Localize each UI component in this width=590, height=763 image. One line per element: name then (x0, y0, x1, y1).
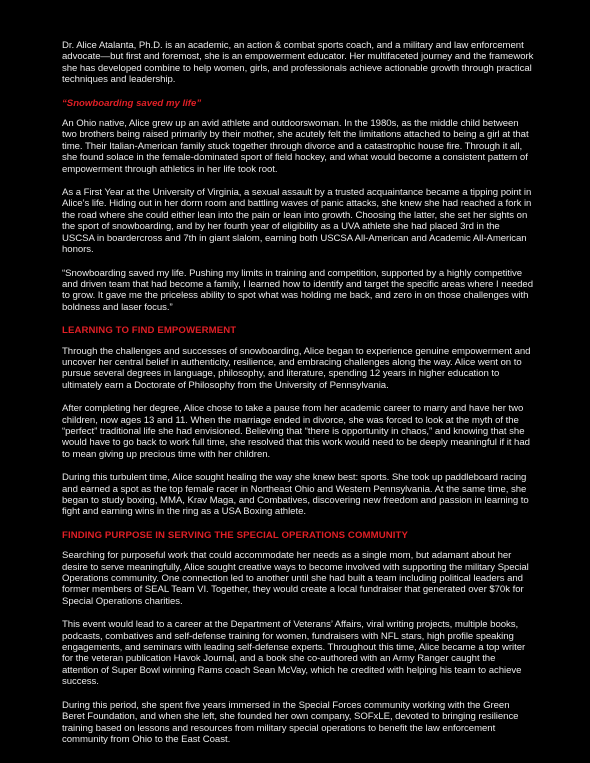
section2-paragraph-3: During this turbulent time, Alice sought healing the way she knew best: sports. She took up paddleboard racing and earned a spot as the top female racer in Northeast Ohio and Western Pennsylvania. At the same time, she began to study boxing, MMA, Krav Maga, and Combatives, discovering new freedom and passion in learning to fight and earning wins in the ring as a USA Boxing athlete. (62, 472, 529, 518)
quote-heading: “Snowboarding saved my life” (62, 97, 202, 109)
section2-paragraph-2: After completing her degree, Alice chose to take a pause from her academic career to marry and have her two children, now ages 13 and 11. When the marriage ended in divorce, she was forced to look at the myth of the “perfect” traditional life she had envisioned. Believing that “there is opportunity in chaos,” and knowing that she would have to go back to work full time, she resolved that this work would need to be deeply meaningful if it had to mean giving up precious time with her children. (62, 403, 530, 460)
intro-paragraph: Dr. Alice Atalanta, Ph.D. is an academic, an action & combat sports coach, and a military and law enforcement advocate—but first and foremost, she is an empowerment educator. Her multifaceted journey and the framework she has developed combine to help women, girls, and professionals achieve actionable growth through practical techniques and leadership. (62, 40, 534, 86)
section3-paragraph-3: During this period, she spent five years immersed in the Special Forces community working with the Green Beret Foundation, and when she left, she founded her own company, SOFxLE, devoted to bringing resilience training based on lessons and resources from military special operations to benefit the law enforcement community from Ohio to the East Coast. (62, 699, 519, 745)
section1-paragraph-3: “Snowboarding saved my life. Pushing my limits in training and competition, supported by a highly competitive and driven team that had become a family, I learned how to identify and target the specific areas where I needed to grow. It gave me the priceless ability to spot what was holding me back, and zero in on those challenges with boldness and laser focus.” (62, 267, 533, 313)
section1-paragraph-2: As a First Year at the University of Virginia, a sexual assault by a trusted acquaintance became a tipping point in Alice’s life. Hiding out in her dorm room and battling waves of panic attacks, she knew she had reached a fork in the road where she could either lean into the pain or lean into growth. Choosing the latter, she set her sights on the sport of snowboarding, and by her fourth year of eligibility as a UVA athlete she had placed 3rd in the USCSA in boardercross and 7th in giant slalom, earning both USCSA All-American and Academic All-American honors. (62, 187, 532, 256)
section-heading-empowerment: LEARNING TO FIND EMPOWERMENT (62, 325, 237, 337)
section1-paragraph-1: An Ohio native, Alice grew up an avid athlete and outdoorswoman. In the 1980s, as the middle child between two brothers being raised primarily by their mother, she acutely felt the limitations attached to being a girl at that time. Their Italian-American family stuck together through divorce and a catastrophic house fire. Through it all, she found solace in the female-dominated sport of field hockey, and what would become a consistent pattern of empowerment through athletics in her life took root. (62, 118, 529, 175)
section-heading-special-operations: FINDING PURPOSE IN SERVING THE SPECIAL OPERATIONS COMMUNITY (62, 529, 408, 541)
section2-paragraph-1: Through the challenges and successes of snowboarding, Alice began to experience genuine empowerment and uncover her central belief in authenticity, resilience, and embracing challenges along the way. Alice went on to pursue several degrees in language, philosophy, and literature, spending 12 years in higher education to ultimately earn a Doctorate of Philosophy from the University of Pennsylvania. (62, 345, 531, 391)
section3-paragraph-2: This event would lead to a career at the Department of Veterans’ Affairs, viral writing projects, multiple books, podcasts, combatives and self-defense training for women, fundraisers with NFL stars, high profile speaking engagements, and seminars with leading self-defense experts. Throughout this time, Alice became a top writer for the veteran publication Havok Journal, and a book she co-authored with an Army Ranger caught the attention of Super Bowl winning Rams coach Sean McVay, which he credited with helping his team to achieve success. (62, 619, 526, 688)
section3-paragraph-1: Searching for purposeful work that could accommodate her needs as a single mom, but adamant about her desire to serve meaningfully, Alice sought creative ways to become involved with supporting the military Special Operations community. One connection led to another until she had built a team including political leaders and former members of SEAL Team VI. Together, they would create a local fundraiser that generated over $70k for Special Operations charities. (62, 550, 529, 607)
